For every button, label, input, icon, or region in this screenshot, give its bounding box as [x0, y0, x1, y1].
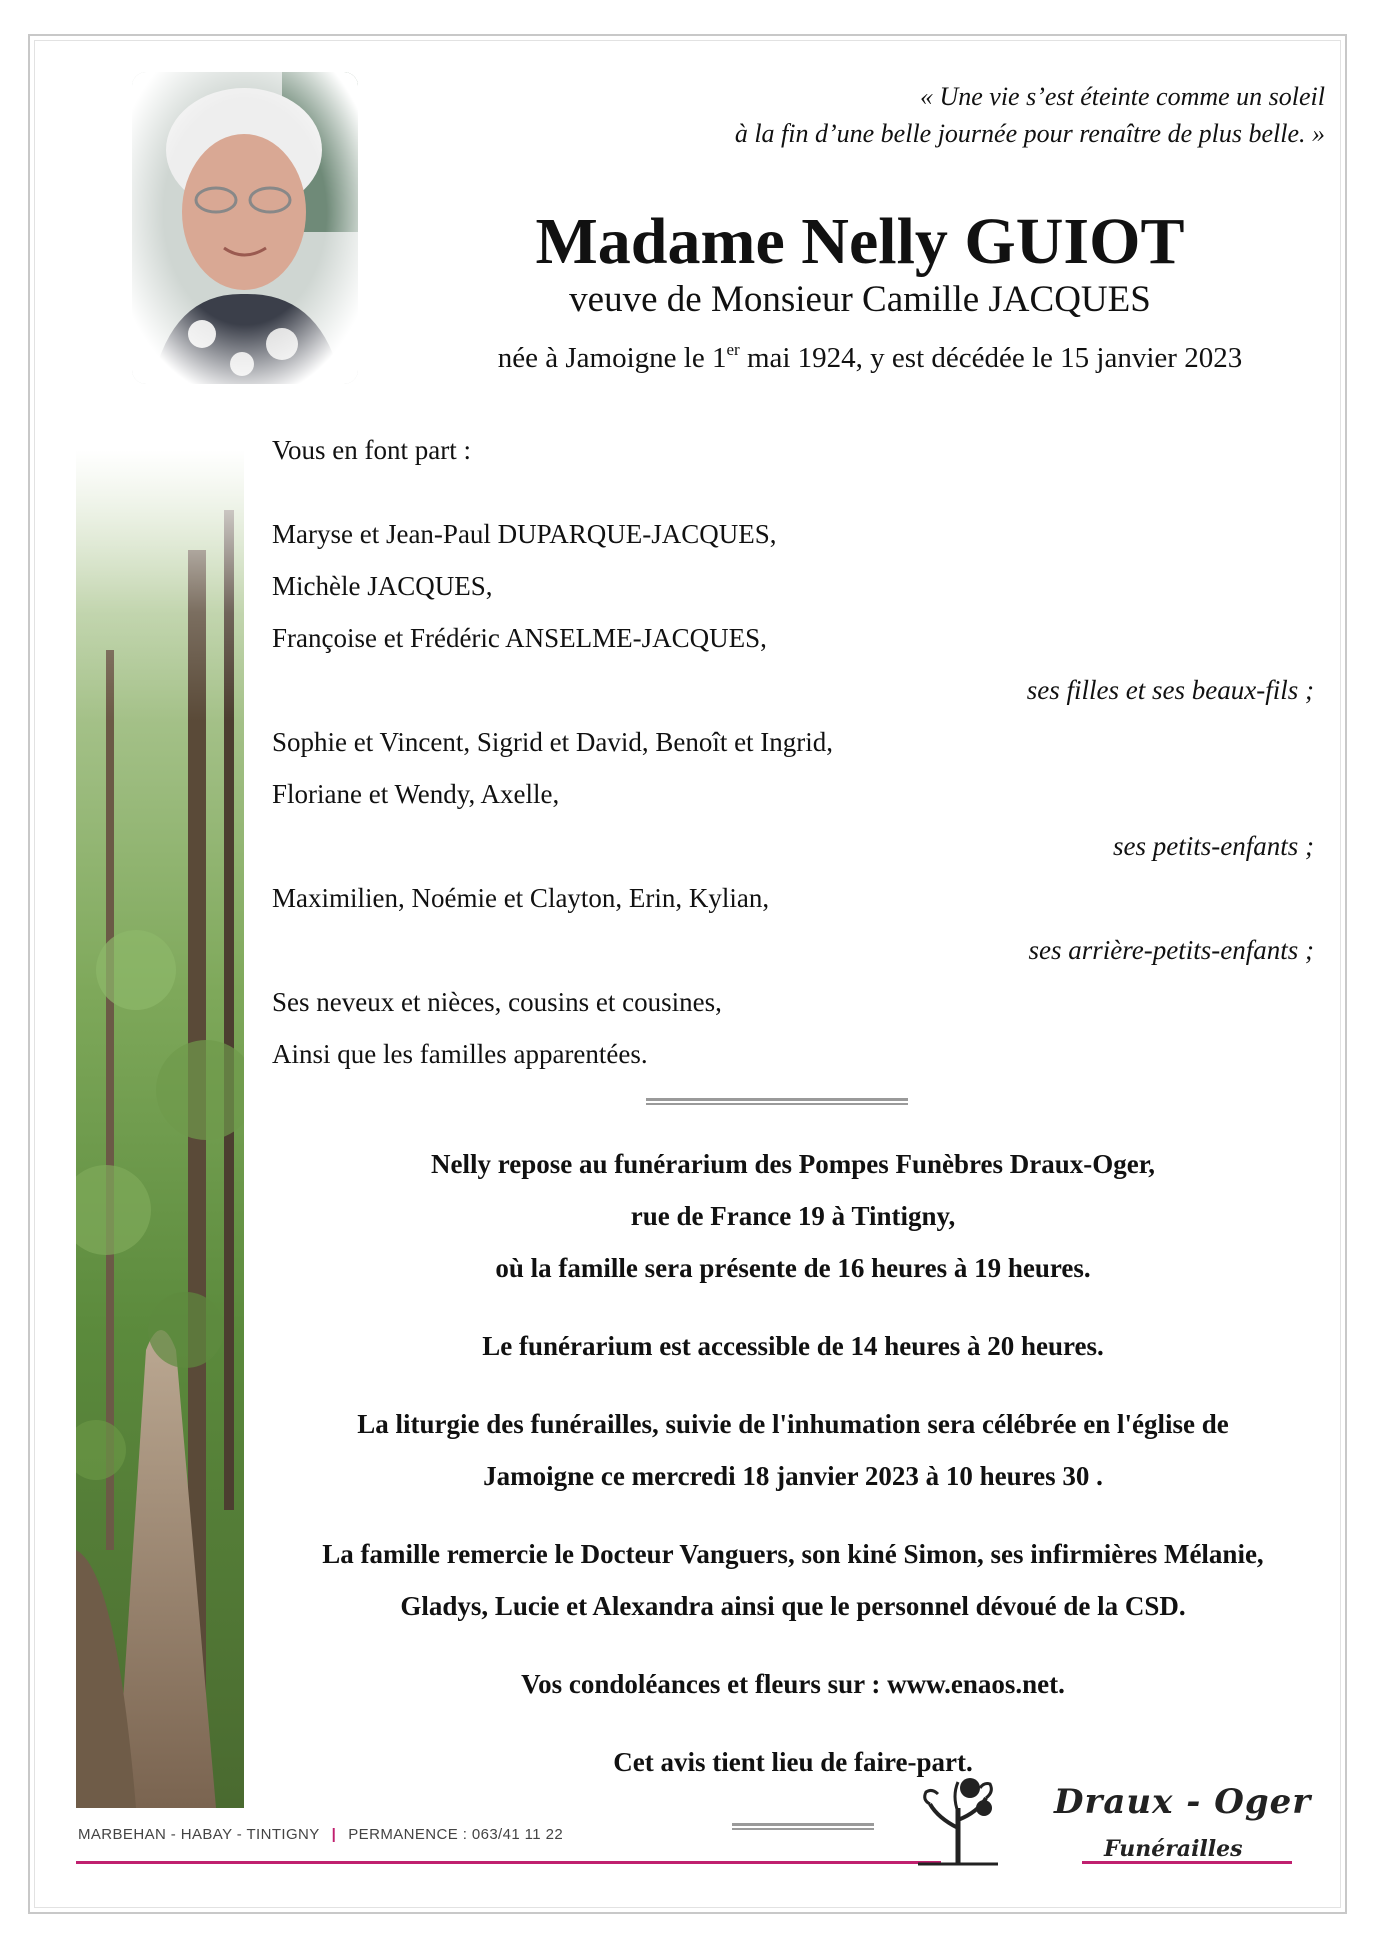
rest-line: où la famille sera présente de 16 heures à 19 heures. [495, 1253, 1091, 1283]
daughter-line: Maryse et Jean-Paul DUPARQUE-JACQUES, [272, 519, 777, 549]
rest-line: Nelly repose au funérarium des Pompes Funèbres Draux-Oger, [431, 1149, 1155, 1179]
notice-line: Cet avis tient lieu de faire-part. [613, 1747, 973, 1777]
access-hours: Le funérarium est accessible de 14 heures à 20 heures. [482, 1331, 1104, 1361]
forest-path-photo [76, 450, 244, 1808]
brand-logo-name: Draux - Oger [1054, 1782, 1312, 1822]
family-list [272, 424, 1314, 1080]
birth-death-dates [420, 338, 1320, 378]
footer-permanence: PERMANENCE : 063/41 11 22 [348, 1826, 564, 1843]
widow-of: veuve de Monsieur Camille JACQUES [569, 279, 1151, 320]
section-divider [646, 1098, 908, 1105]
grandchildren-label: ses petits-enfants ; [1113, 831, 1314, 861]
thanks-line: La famille remercie le Docteur Vanguers, son kiné Simon, ses infirmières Mélanie, [322, 1539, 1264, 1569]
footer-contact [78, 1826, 563, 1843]
funeral-info [252, 1138, 1334, 1788]
quote-line-1: « Une vie s’est éteinte comme un soleil [919, 82, 1325, 111]
daughter-line: Michèle JACQUES, [272, 571, 493, 601]
tree-logo-icon [908, 1768, 1008, 1873]
birth-superscript: er [726, 340, 740, 359]
daughters-label: ses filles et ses beaux-fils ; [1026, 675, 1314, 705]
birth-suffix: mai 1924, y est décédée le 15 janvier 2023 [739, 342, 1243, 374]
family-intro: Vous en font part : [272, 435, 471, 465]
daughter-line: Françoise et Frédéric ANSELME-JACQUES, [272, 623, 767, 653]
grandchildren-line: Floriane et Wendy, Axelle, [272, 779, 560, 809]
liturgy-line: Jamoigne ce mercredi 18 janvier 2023 à 10 heures 30 . [483, 1461, 1103, 1491]
brand-logo-subtitle: Funérailles [1104, 1836, 1243, 1862]
rest-line: rue de France 19 à Tintigny, [630, 1201, 956, 1231]
others-line: Ainsi que les familles apparentées. [272, 1039, 648, 1069]
footer-separator: | [331, 1826, 337, 1843]
grandchildren-line: Sophie et Vincent, Sigrid et David, Benoît et Ingrid, [272, 727, 834, 757]
quote [735, 78, 1325, 152]
footer-divider [732, 1823, 874, 1830]
quote-line-2: à la fin d’une belle journée pour renaître de plus belle. » [734, 119, 1325, 148]
others-line: Ses neveux et nièces, cousins et cousines, [272, 987, 722, 1017]
footer-accent-line [76, 1861, 941, 1864]
great-grandchildren-line: Maximilien, Noémie et Clayton, Erin, Kylian, [272, 883, 770, 913]
great-grandchildren-label: ses arrière-petits-enfants ; [1028, 935, 1314, 965]
birth-prefix: née à Jamoigne le 1 [497, 342, 727, 374]
deceased-name: Madame Nelly GUIOT [535, 205, 1185, 278]
portrait-photo [132, 72, 358, 384]
condolences-line: Vos condoléances et fleurs sur : www.enaos.net. [521, 1669, 1065, 1699]
thanks-line: Gladys, Lucie et Alexandra ainsi que le personnel dévoué de la CSD. [400, 1591, 1186, 1621]
liturgy-line: La liturgie des funérailles, suivie de l'inhumation sera célébrée en l'église de [357, 1409, 1229, 1439]
footer-locations: MARBEHAN - HABAY - TINTIGNY [78, 1826, 320, 1843]
